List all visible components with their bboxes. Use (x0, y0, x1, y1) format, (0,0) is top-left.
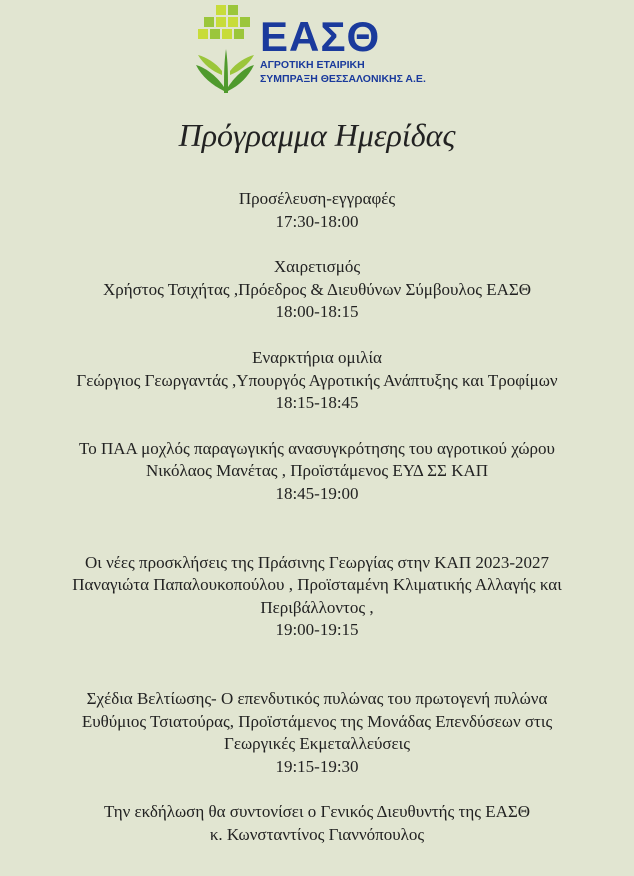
program-item-improvement-plans (0, 688, 634, 778)
closing-note (0, 801, 634, 846)
easth-logo (194, 5, 484, 95)
item-time: 18:15-18:45 (275, 393, 359, 413)
item-time: 19:15-19:30 (275, 756, 359, 776)
item-title: Προσέλευση-εγγραφές (238, 189, 396, 208)
logo-emblem-icon (194, 5, 256, 95)
item-title: Οι νέες προσκλήσεις της Πράσινης Γεωργίας στην ΚΑΠ 2023-2027 (84, 552, 550, 572)
item-title: Σχέδια Βελτίωσης- Ο επενδυτικός πυλώνας του πρωτογενή πυλώνα (86, 688, 548, 708)
program-list (0, 188, 634, 846)
item-speaker-line-2: Περιβάλλοντος , (260, 597, 374, 617)
item-time: 19:00-19:15 (275, 620, 359, 640)
item-speaker: Χρήστος Τσιχήτας ,Πρόεδρος & Διευθύνων Σύμβουλος ΕΑΣΘ (102, 279, 532, 299)
page-title: Πρόγραμμα Ημερίδας (178, 117, 456, 153)
item-time: 18:45-19:00 (275, 483, 359, 503)
logo-subtitle-line-2: ΣΥΜΠΡΑΞΗ ΘΕΣΣΑΛΟΝΙΚΗΣ Α.Ε. (260, 73, 426, 85)
logo-subtitle-line-1: ΑΓΡΟΤΙΚΗ ΕΤΑΙΡΙΚΗ (260, 59, 365, 71)
item-time: 18:00-18:15 (275, 302, 359, 322)
closing-line-2: κ. Κωνσταντίνος Γιαννόπουλος (209, 824, 425, 844)
logo-text (260, 13, 426, 85)
item-title: Εναρκτήρια ομιλία (252, 347, 382, 367)
item-speaker: Νικόλαος Μανέτας , Προϊστάμενος ΕΥΔ ΣΣ ΚΑΠ (145, 461, 489, 481)
program-item-greeting (0, 256, 634, 324)
item-speaker-line-1: Ευθύμιος Τσιατούρας, Προϊστάμενος της Μονάδας Επενδύσεων στις (81, 711, 553, 731)
item-speaker-line-1: Παναγιώτα Παπαλουκοπούλου , Προϊσταμένη Κλιματικής Αλλαγής και (72, 575, 562, 595)
program-item-paa (0, 438, 634, 506)
logo-name: ΕΑΣΘ (260, 13, 381, 60)
item-speaker: Γεώργιος Γεωργαντάς ,Υπουργός Αγροτικής Ανάπτυξης και Τροφίμων (76, 370, 558, 390)
item-speaker-line-2: Γεωργικές Εκμεταλλεύσεις (223, 734, 410, 754)
program-item-green-agriculture (0, 552, 634, 642)
item-time: 17:30-18:00 (275, 211, 359, 231)
closing-line-1: Την εκδήλωση θα συντονίσει ο Γενικός Διευθυντής της ΕΑΣΘ (103, 802, 531, 822)
program-item-registration (0, 188, 634, 233)
item-title: Χαιρετισμός (273, 257, 361, 277)
item-title: Το ΠΑΑ μοχλός παραγωγικής ανασυγκρότησης του αγροτικού χώρου (79, 438, 555, 458)
program-item-opening-speech (0, 347, 634, 415)
